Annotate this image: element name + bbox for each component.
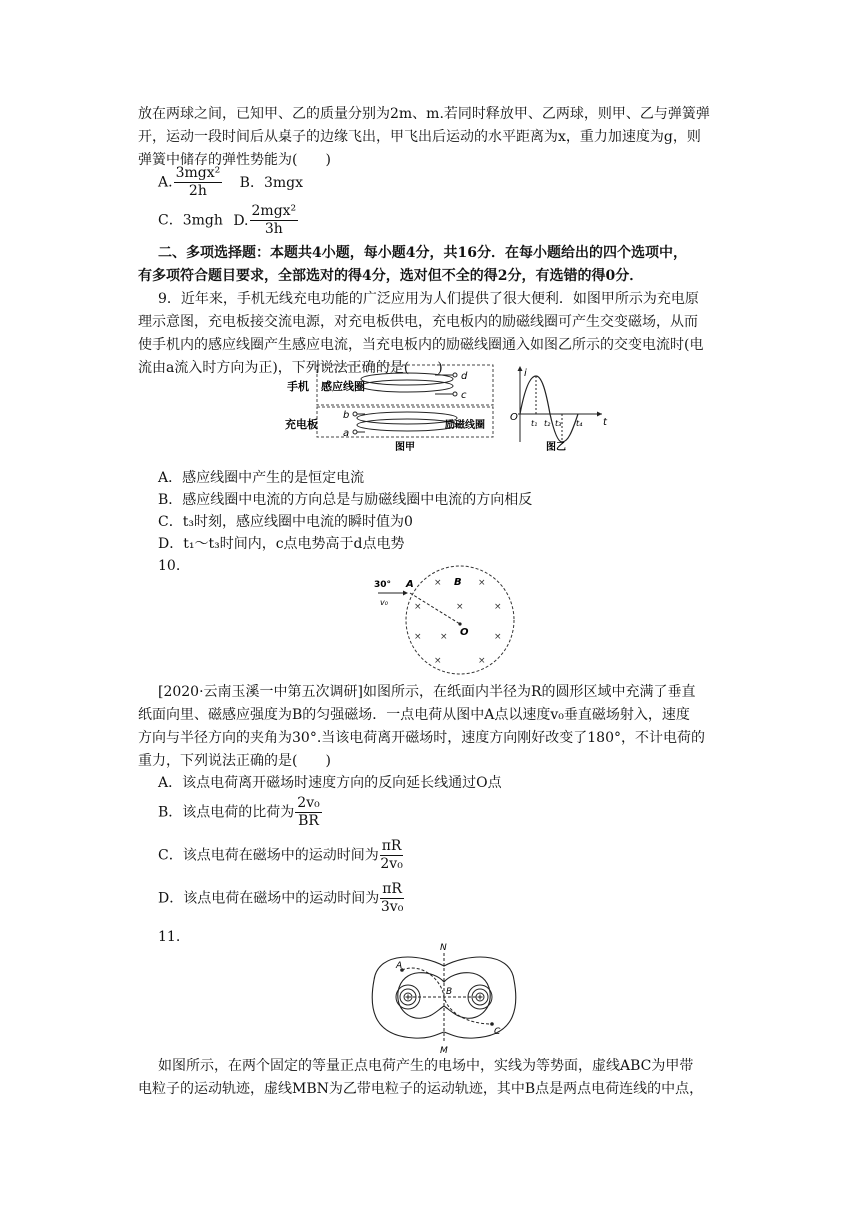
q9-option-a: A．感应线圈中产生的是恒定电流 — [158, 470, 365, 486]
q10-line-2: 纸面向里、磁感应强度为B的匀强磁场．一点电荷从图中A点以速度v₀垂直磁场射入，速度 — [138, 707, 690, 723]
q10-number: 10. — [158, 558, 181, 574]
svg-text:×: × — [494, 602, 502, 612]
center-point — [458, 622, 461, 625]
label-induction-coil: 感应线圈 — [321, 380, 365, 393]
q10-option-c-num: πR — [381, 838, 402, 854]
label-a: a — [343, 428, 350, 439]
point-c — [490, 1022, 494, 1026]
label-point-b: B — [446, 987, 453, 997]
q11-line-1: 如图所示，在两个固定的等量正点电荷产生的电场中，实线为等势面，虚线ABC为甲带 — [158, 1058, 694, 1074]
label-point-c: C — [494, 1027, 501, 1037]
svg-text:×: × — [434, 656, 442, 666]
q10-option-c-row — [158, 838, 404, 873]
q10-option-d: D．该点电荷在磁场中的运动时间为 — [158, 890, 380, 907]
q10-option-c-den: 2v₀ — [380, 856, 403, 872]
q8-option-a-fraction — [174, 165, 223, 200]
svg-text:×: × — [494, 632, 502, 642]
q10-option-d-den: 3v₀ — [380, 899, 404, 915]
q10-option-d-row — [158, 881, 405, 916]
q10-option-d-fraction — [380, 881, 404, 916]
q8-option-a-num: 3mgx² — [175, 165, 221, 181]
q11-line-2: 电粒子的运动轨迹，虚线MBN为乙带电粒子的运动轨迹，其中B点是两点电荷连线的中点， — [138, 1081, 704, 1097]
q10-option-b-fraction — [295, 795, 321, 830]
q8-option-d-fraction — [250, 203, 299, 238]
label-origin: O — [510, 412, 518, 423]
terminal-a — [353, 430, 357, 434]
q10-option-b-row — [158, 795, 323, 830]
label-angle: 30° — [374, 580, 392, 590]
q8-line-1: 放在两球之间，已知甲、乙的质量分别为2m、m.若同时释放甲、乙两球，则甲、乙与弹簧弹 — [138, 106, 710, 122]
label-point-a: A — [406, 579, 414, 590]
q9-line-1: 9．近年来，手机无线充电功能的广泛应用为人们提供了很大便利．如图甲所示为充电原 — [158, 291, 699, 307]
q9-option-b: B．感应线圈中电流的方向总是与励磁线圈中电流的方向相反 — [158, 492, 533, 508]
figure-equipotential — [362, 940, 532, 1055]
figure-charger-diagram — [285, 362, 505, 452]
svg-text:×: × — [414, 632, 422, 642]
q9-line-2: 理示意图，充电板接交流电源，对充电板供电，充电板内的励磁线圈可产生交变磁场，从而 — [138, 314, 698, 330]
label-t: t — [603, 417, 607, 428]
terminal-b — [353, 412, 357, 416]
q10-option-c-fraction — [380, 838, 404, 873]
caption-figure-1: 图甲 — [395, 442, 415, 452]
label-point-m: M — [440, 1046, 448, 1055]
section2-line-2: 有多项符合题目要求，全部选对的得4分，选对但不全的得2分，有选错的得0分． — [138, 268, 644, 284]
i-axis-arrow — [518, 366, 523, 371]
label-t3: t₃ — [555, 419, 562, 428]
figure-current-graph — [510, 362, 610, 452]
velocity-arrowhead — [403, 591, 408, 596]
label-t1: t₁ — [531, 419, 538, 428]
q9-line-3: 使手机内的感应线圈产生感应电流，当充电板内的励磁线圈通入如图乙所示的交变电流时(电 — [138, 337, 704, 353]
q8-option-d-den: 3h — [264, 221, 283, 237]
q10-option-b-den: BR — [298, 813, 319, 829]
q10-option-b: B．该点电荷的比荷为 — [158, 804, 295, 821]
q8-option-d-num: 2mgx² — [251, 203, 297, 219]
q8-line-3: 弹簧中储存的弹性势能为( ) — [138, 152, 331, 168]
q10-option-b-num: 2v₀ — [297, 795, 320, 811]
label-i: i — [524, 368, 527, 379]
q8-option-b: B．3mgx — [239, 174, 303, 191]
svg-text:×: × — [478, 656, 486, 666]
caption-figure-2: 图乙 — [546, 442, 566, 452]
label-t2: t₂ — [544, 419, 551, 428]
terminal-c — [453, 392, 457, 396]
field-cross-marks — [414, 578, 502, 666]
q8-line-2: 开，运动一段时间后从桌子的边缘飞出，甲飞出后运动的水平距离为x，重力加速度为g，则 — [138, 129, 701, 145]
q8-option-c: C．3mgh — [158, 212, 223, 229]
q10-option-c: C．该点电荷在磁场中的运动时间为 — [158, 847, 379, 864]
terminal-d — [453, 373, 457, 377]
q10-option-a: A．该点电荷离开磁场时速度方向的反向延长线通过O点 — [158, 775, 502, 791]
q9-option-c: C．t₃时刻，感应线圈中电流的瞬时值为0 — [158, 514, 413, 530]
svg-text:×: × — [414, 602, 422, 612]
q10-option-d-num: πR — [382, 881, 402, 897]
induction-coil-ring-2 — [361, 380, 453, 392]
sine-curve — [520, 376, 578, 442]
label-b: b — [343, 410, 350, 421]
section2-line-1: 二、多项选择题：本题共4小题，每小题4分，共16分．在每小题给出的四个选项中， — [158, 245, 687, 261]
q10-line-3: 方向与半径方向的夹角为30°.当该电荷离开磁场时，速度方向刚好改变了180°，不计电荷的 — [138, 730, 705, 746]
svg-text:×: × — [456, 602, 464, 612]
svg-text:×: × — [434, 578, 442, 588]
label-excitation-coil: 励磁线圈 — [445, 420, 485, 431]
q11-number: 11. — [158, 929, 181, 945]
excitation-coil-ring-2 — [357, 419, 457, 431]
excitation-coil-ring-1 — [357, 412, 457, 424]
q8-option-a-label: A. — [158, 174, 173, 191]
label-c: c — [461, 390, 467, 401]
label-v0: v₀ — [380, 598, 388, 607]
label-point-o: O — [460, 627, 469, 638]
q9-option-d: D．t₁～t₃时间内，c点电势高于d点电势 — [158, 536, 405, 552]
q10-line-1: [2020·云南玉溪一中第五次调研]如图所示，在纸面内半径为R的圆形区域中充满了垂直 — [158, 684, 696, 700]
q8-option-d-label: D. — [233, 212, 249, 229]
label-point-a: A — [396, 961, 403, 971]
q8-options-cd — [158, 203, 299, 238]
q8-options-ab — [158, 165, 303, 200]
q8-option-a-den: 2h — [188, 183, 207, 199]
label-charger: 充电板 — [285, 418, 318, 431]
label-t4: t₄ — [576, 419, 583, 428]
t-axis-arrow — [597, 412, 602, 417]
label-phone: 手机 — [287, 380, 309, 393]
figure-magnetic-circle — [370, 563, 520, 678]
label-point-n: N — [440, 943, 447, 953]
label-field-b: B — [454, 577, 462, 588]
svg-text:×: × — [440, 632, 448, 642]
q9-line-4: 流由a流入时方向为正)，下列说法正确的是( ) — [138, 360, 443, 376]
svg-text:×: × — [478, 578, 486, 588]
q10-line-4: 重力，下列说法正确的是( ) — [138, 753, 331, 769]
label-d: d — [461, 371, 468, 382]
